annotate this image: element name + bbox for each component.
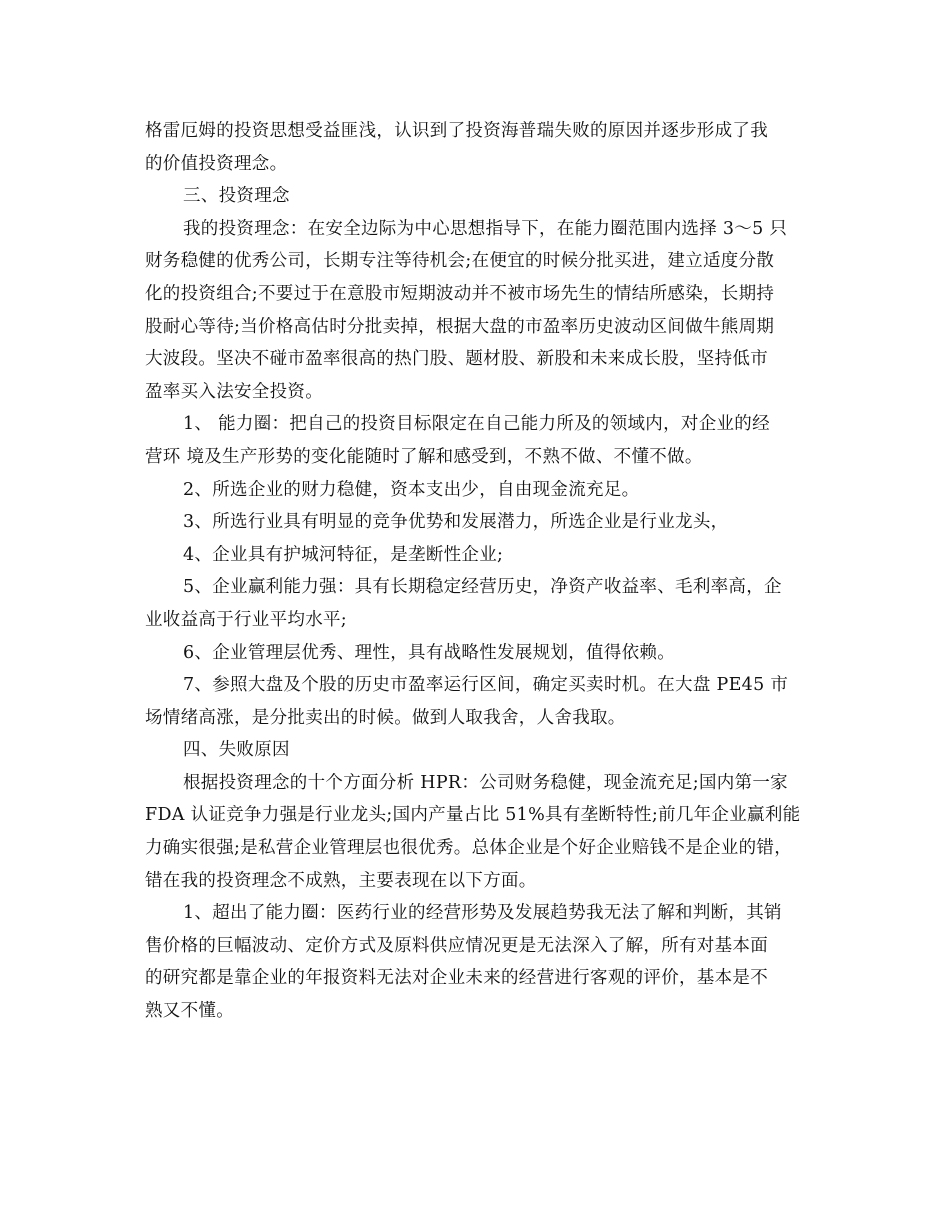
text-line: 格雷厄姆的投资思想受益匪浅，认识到了投资海普瑞失败的原因并逐步形成了我 xyxy=(145,121,768,141)
text-line: 错在我的投资理念不成熟，主要表现在以下方面。 xyxy=(145,870,537,891)
text-line: 营环 境及生产形势的变化能随时了解和感受到，不熟不做、不懂不做。 xyxy=(145,446,703,467)
text-line: 3、所选行业具有明显的竞争优势和发展潜力，所选企业是行业龙头， xyxy=(183,512,729,533)
text-line: 业收益高于行业平均水平; xyxy=(145,609,347,630)
text-line: 场情绪高涨，是分批卖出的时候。做到人取我舍，人舍我取。 xyxy=(145,707,626,728)
text-line: 6、企业管理层优秀、理性，具有战略性发展规划，值得依赖。 xyxy=(183,642,676,663)
text-line: 三、投资理念 xyxy=(183,186,290,207)
text-line: 化的投资组合;不要过于在意股市短期波动并不被市场先生的情结所感染，长期持 xyxy=(145,283,775,304)
body-text xyxy=(145,115,815,1028)
text-line: 4、企业具有护城河特征，是垄断性企业; xyxy=(183,544,504,565)
text-line: 熟又不懂。 xyxy=(145,1001,234,1022)
text-line: FDA 认证竞争力强是行业龙头;国内产量占比 51%具有垄断特性;前几年企业赢利能 xyxy=(145,805,801,826)
text-line: 股耐心等待;当价格高估时分批卖掉，根据大盘的市盈率历史波动区间做牛熊周期 xyxy=(145,316,775,337)
text-line: 力确实很强;是私营企业管理层也很优秀。总体企业是个好企业赔钱不是企业的错， xyxy=(145,838,792,859)
text-line: 1、 能力圈：把自己的投资目标限定在自己能力所及的领域内，对企业的经 xyxy=(183,414,770,435)
text-line: 1、超出了能力圈：医药行业的经营形势及发展趋势我无法了解和判断，其销 xyxy=(183,903,782,924)
text-line: 四、失败原因 xyxy=(183,740,290,761)
text-line: 5、企业赢利能力强：具有长期稳定经营历史，净资产收益率、毛利率高，企 xyxy=(183,577,782,598)
text-line: 财务稳健的优秀公司，长期专注等待机会;在便宜的时候分批买进，建立适度分散 xyxy=(145,251,775,272)
text-line: 根据投资理念的十个方面分析 HPR：公司财务稳健，现金流充足;国内第一家 xyxy=(183,772,788,793)
text-line: 2、所选企业的财力稳健，资本支出少，自由现金流充足。 xyxy=(183,479,640,500)
text-line: 盈率买入法安全投资。 xyxy=(145,381,323,402)
text-line: 的研究都是靠企业的年报资料无法对企业未来的经营进行客观的评价，基本是不 xyxy=(145,968,768,989)
text-line: 的价值投资理念。 xyxy=(145,153,288,174)
text-line: 我的投资理念：在安全边际为中心思想指导下，在能力圈范围内选择 3～5 只 xyxy=(183,218,788,239)
text-line: 大波段。坚决不碰市盈率很高的热门股、题材股、新股和未来成长股，坚持低市 xyxy=(145,349,768,370)
text-line: 7、参照大盘及个股的历史市盈率运行区间，确定买卖时机。在大盘 PE45 市 xyxy=(183,675,789,696)
text-line: 售价格的巨幅波动、定价方式及原料供应情况更是无法深入了解，所有对基本面 xyxy=(145,935,768,956)
